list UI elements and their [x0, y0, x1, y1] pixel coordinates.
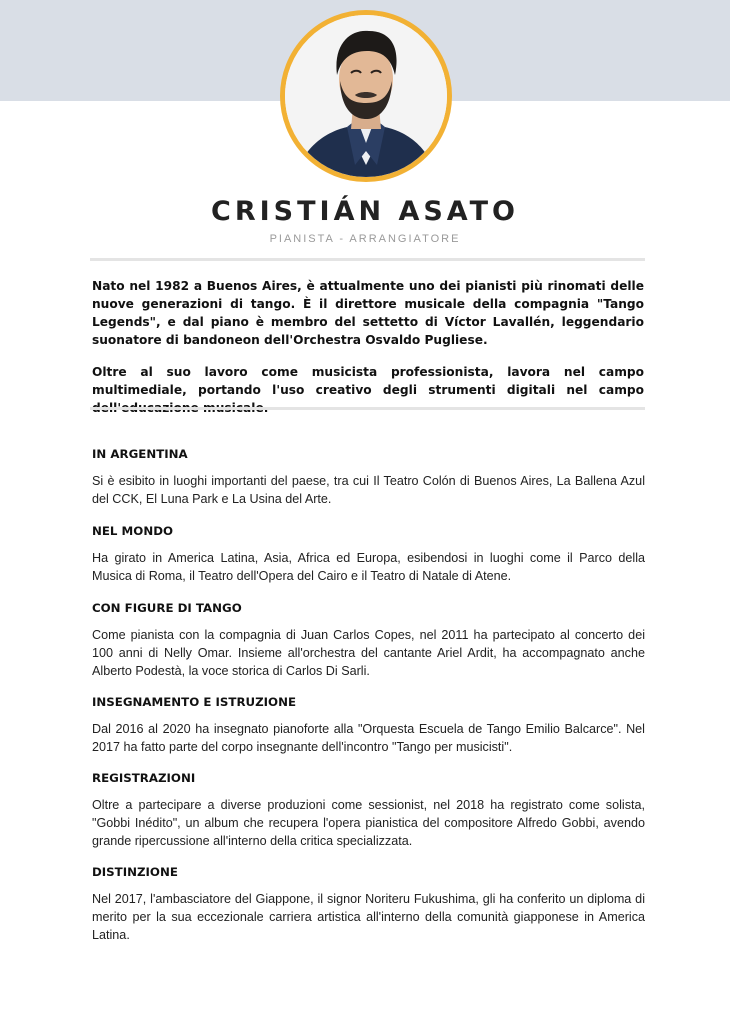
person-role: PIANISTA - ARRANGIATORE: [269, 233, 461, 245]
section-body: Dal 2016 al 2020 ha insegnato pianoforte alla "Orquesta Escuela de Tango Emilio Balcarce". Nel 2017 ha fatto parte del corpo insegnante dell'incontro "Tango per musicisti".: [92, 722, 645, 754]
intro-paragraph-1: Nato nel 1982 a Buenos Aires, è attualmente uno dei pianisti più rinomati delle nuove generazioni di tango. È il direttore musicale della compagnia "Tango Legends", e dal piano è membro del settetto di Víctor Lavallén, leggendario suonatore di bandoneon dell'Orchestra Osvaldo Pugliese.: [92, 279, 644, 347]
section-body: Si è esibito in luoghi importanti del paese, tra cui Il Teatro Colón di Buenos Aires, La Ballena Azul del CCK, El Luna Park e La Usina del Arte.: [92, 474, 645, 506]
section-distinzione: [92, 864, 645, 944]
section-body: Come pianista con la compagnia di Juan Carlos Copes, nel 2011 ha partecipato al concerto dei 100 anni di Nelly Omar. Insieme all'orchestra del cantante Ariel Ardit, ha accompagnato anche Alberto Podestà, la voce storica di Carlos Di Sarli.: [92, 628, 645, 678]
section-title: IN ARGENTINA: [92, 447, 188, 461]
section-title: DISTINZIONE: [92, 865, 178, 879]
section-con-figure-di-tango: [92, 600, 645, 680]
divider-top: [90, 258, 645, 261]
intro-paragraph-2: Oltre al suo lavoro come musicista professionista, lavora nel campo multimediale, portando l'uso creativo degli strumenti digitali nel campo: [92, 365, 644, 397]
section-title: NEL MONDO: [92, 524, 174, 538]
section-insegnamento-e-istruzione: [92, 694, 645, 756]
section-registrazioni: [92, 770, 645, 850]
section-in-argentina: [92, 446, 645, 508]
section-body: Ha girato in America Latina, Asia, Africa ed Europa, esibendosi in luoghi come il Parco della Musica di Roma, il Teatro dell'Opera del Cairo e il Teatro di Natale di Atene.: [92, 551, 645, 583]
divider-bottom: [90, 407, 645, 410]
section-nel-mondo: [92, 523, 645, 585]
portrait-photo: [285, 15, 447, 177]
section-title: CON FIGURE DI TANGO: [92, 601, 242, 615]
section-body: Oltre a partecipare a diverse produzioni come sessionist, nel 2018 ha registrato come solista, "Gobbi Inédito", un album che recupera l'opera pianistica del compositore Alfredo Gobbi, avendo grande ripercussione all'interno della critica specializzata.: [92, 798, 645, 848]
person-name: CRISTIÁN ASATO: [211, 196, 519, 227]
section-title: REGISTRAZIONI: [92, 771, 196, 785]
section-title: INSEGNAMENTO E ISTRUZIONE: [92, 695, 297, 709]
avatar: [280, 10, 452, 182]
section-body: Nel 2017, l'ambasciatore del Giappone, il signor Noriteru Fukushima, gli ha conferito un diploma di merito per la sua eccezionale carriera artistica all'interno della comunità giapponese in America Latina.: [92, 892, 645, 942]
